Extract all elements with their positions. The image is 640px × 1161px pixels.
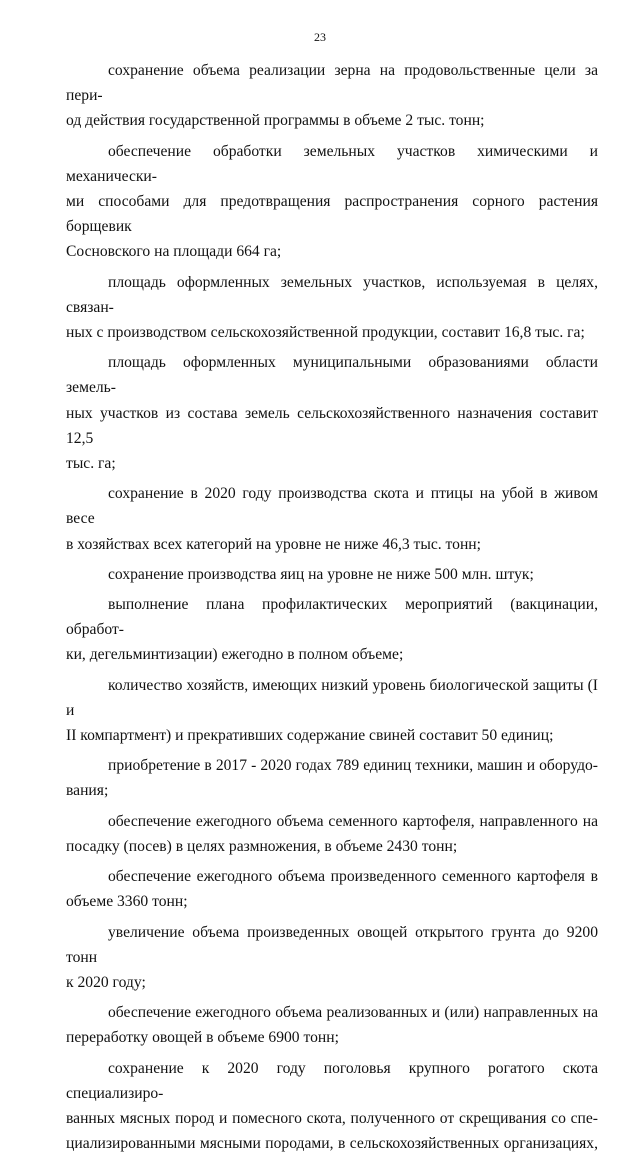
paragraph: [66, 350, 598, 476]
text-line: посадку (посев) в целях размножения, в объеме 2430 тонн;: [66, 837, 458, 855]
text-line: объеме 3360 тонн;: [66, 893, 188, 911]
paragraph: [66, 673, 598, 749]
text-line: сохранение производства яиц на уровне не ниже 500 млн. штук;: [108, 565, 534, 583]
text-line: од действия государственной программы в объеме 2 тыс. тонн;: [66, 112, 485, 130]
text-line: к 2020 году;: [66, 973, 146, 991]
text-line: увеличение объема произведенных овощей открытого грунта до 9200 тонн: [66, 923, 598, 966]
text-line: циализированными мясными породами, в сельскохозяйственных организациях,: [66, 1135, 598, 1153]
text-line: обеспечение обработки земельных участков химическими и механически-: [66, 142, 598, 185]
text-line: ных с производством сельскохозяйственной продукции, составит 16,8 тыс. га;: [66, 324, 585, 342]
text-line: переработку овощей в объеме 6900 тонн;: [66, 1029, 339, 1047]
text-line: сохранение к 2020 году поголовья крупного рогатого скота специализиро-: [66, 1059, 598, 1102]
paragraph: [66, 753, 598, 803]
text-line: ных участков из состава земель сельскохозяйственного назначения составит 12,5: [66, 404, 598, 447]
text-line: сохранение в 2020 году производства скота и птицы на убой в живом весе: [66, 485, 598, 528]
paragraph: [66, 139, 598, 265]
text-line: вания;: [66, 782, 109, 800]
text-line: количество хозяйств, имеющих низкий уровень биологической защиты (I и: [66, 676, 598, 719]
paragraph: [66, 809, 598, 859]
paragraph: [66, 270, 598, 346]
text-line: сохранение объема реализации зерна на продовольственные цели за пери-: [66, 62, 598, 105]
page-number: 23: [314, 30, 326, 44]
paragraph: [66, 58, 598, 134]
text-line: ми способами для предотвращения распространения сорного растения борщевик: [66, 193, 598, 236]
text-line: в хозяйствах всех категорий на уровне не ниже 46,3 тыс. тонн;: [66, 535, 481, 553]
text-line: выполнение плана профилактических мероприятий (вакцинации, обработ-: [66, 596, 598, 639]
text-line: ки, дегельминтизации) ежегодно в полном объеме;: [66, 646, 404, 664]
paragraph: [66, 864, 598, 914]
text-line: обеспечение ежегодного объема семенного картофеля, направленного на: [108, 812, 598, 830]
paragraph: [66, 1056, 598, 1157]
text-line: Сосновского на площади 664 га;: [66, 243, 282, 261]
text-line: приобретение в 2017 - 2020 годах 789 единиц техники, машин и оборудо-: [108, 757, 598, 775]
paragraph: [66, 481, 598, 557]
paragraph: [66, 562, 598, 587]
paragraph: [66, 592, 598, 668]
text-line: площадь оформленных муниципальными образованиями области земель-: [66, 354, 598, 397]
text-line: тыс. га;: [66, 455, 116, 473]
document-body: [66, 58, 598, 1161]
text-line: обеспечение ежегодного объема произведенного семенного картофеля в: [108, 868, 598, 886]
paragraph: [66, 920, 598, 996]
text-line: II компартмент) и прекративших содержание свиней составит 50 единиц;: [66, 727, 554, 745]
text-line: ванных мясных пород и помесного скота, полученного от скрещивания со спе-: [66, 1109, 598, 1127]
text-line: площадь оформленных земельных участков, используемая в целях, связан-: [66, 273, 598, 316]
text-line: обеспечение ежегодного объема реализованных и (или) направленных на: [108, 1004, 598, 1022]
paragraph: [66, 1000, 598, 1050]
